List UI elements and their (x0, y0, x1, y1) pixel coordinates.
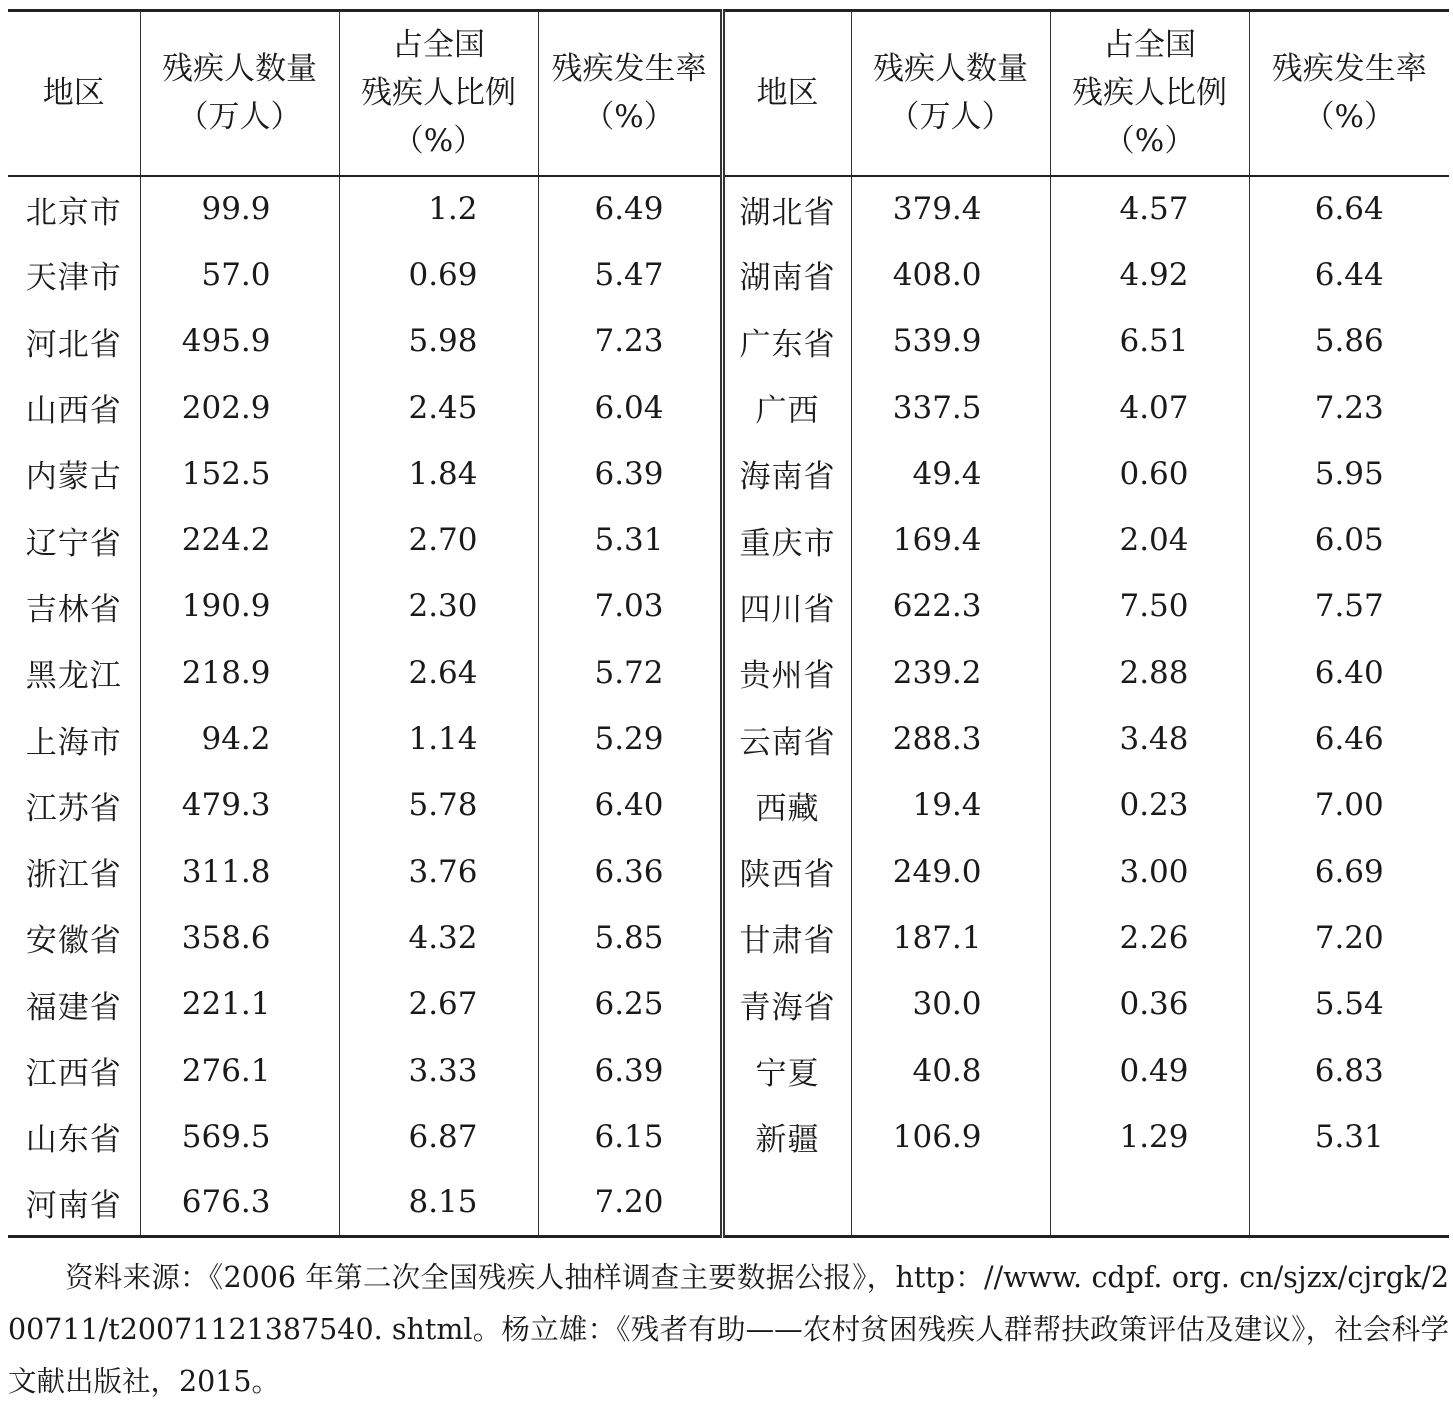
cell-region-right: 青海省 (722, 971, 851, 1037)
cell-region-right: 四川省 (722, 573, 851, 639)
cell-share-left: 2.70 (339, 507, 538, 573)
cell-count-right: 239.2 (851, 640, 1050, 706)
cell-share-right: 0.60 (1050, 441, 1249, 507)
table-row (8, 971, 1449, 1037)
cell-region-right: 宁夏 (722, 1037, 851, 1103)
cell-count-right: 49.4 (851, 441, 1050, 507)
cell-count-left: 190.9 (140, 573, 339, 639)
table-container (8, 9, 1449, 1238)
cell-region-left: 山西省 (8, 374, 140, 440)
table-row (8, 1104, 1449, 1170)
cell-rate-right: 7.23 (1314, 389, 1384, 426)
cell-rate-left: 7.03 (538, 573, 722, 639)
cell-share-left: 6.87 (339, 1104, 538, 1170)
table-row (8, 176, 1449, 242)
cell-count-right: 337.5 (851, 374, 1050, 440)
cell-count-left: 94.2 (140, 706, 339, 772)
cell-rate-right: 6.46 (1314, 721, 1384, 758)
cell-share-left: 1.2 (339, 176, 538, 242)
cell-count-left: 358.6 (140, 905, 339, 971)
cell-rate-left: 6.04 (538, 374, 722, 440)
cell-region-left: 河北省 (8, 308, 140, 374)
cell-share-right: 4.92 (1050, 242, 1249, 308)
cell-count-right: 288.3 (851, 706, 1050, 772)
cell-region-right: 广西 (722, 374, 851, 440)
cell-rate-left: 6.15 (538, 1104, 722, 1170)
cell-count-left: 99.9 (140, 176, 339, 242)
cell-count-left: 221.1 (140, 971, 339, 1037)
cell-region-right: 新疆 (722, 1104, 851, 1170)
cell-region-right: 贵州省 (722, 640, 851, 706)
cell-region-left: 安徽省 (8, 905, 140, 971)
table-row (8, 640, 1449, 706)
cell-rate-left: 6.39 (538, 1037, 722, 1103)
cell-region-left: 河南省 (8, 1170, 140, 1236)
cell-count-right: 40.8 (851, 1037, 1050, 1103)
cell-region-left: 黑龙江 (8, 640, 140, 706)
cell-share-right: 2.04 (1050, 507, 1249, 573)
cell-count-left: 311.8 (140, 838, 339, 904)
cell-rate-left: 6.25 (538, 971, 722, 1037)
cell-rate-right: 5.54 (1314, 986, 1384, 1023)
cell-share-left: 4.32 (339, 905, 538, 971)
header-row (8, 11, 1449, 176)
cell-rate-left: 5.85 (538, 905, 722, 971)
table-row (8, 573, 1449, 639)
cell-share-right (1050, 1170, 1249, 1236)
cell-region-left: 上海市 (8, 706, 140, 772)
cell-rate-right: 6.40 (1314, 654, 1384, 691)
cell-share-right: 7.50 (1050, 573, 1249, 639)
cell-rate-left: 7.20 (538, 1170, 722, 1236)
cell-count-left: 479.3 (140, 772, 339, 838)
cell-rate-left: 5.31 (538, 507, 722, 573)
cell-count-right: 169.4 (851, 507, 1050, 573)
cell-count-right: 622.3 (851, 573, 1050, 639)
header-share-left: 占全国 残疾人比例 （%） (339, 11, 538, 176)
header-count-left: 残疾人数量 （万人） (140, 11, 339, 176)
cell-share-left: 2.64 (339, 640, 538, 706)
table-row (8, 374, 1449, 440)
table-row (8, 905, 1449, 971)
cell-region-right (722, 1170, 851, 1236)
cell-share-right: 3.00 (1050, 838, 1249, 904)
cell-share-right: 4.07 (1050, 374, 1249, 440)
cell-count-left: 569.5 (140, 1104, 339, 1170)
cell-share-right: 0.36 (1050, 971, 1249, 1037)
cell-share-left: 2.30 (339, 573, 538, 639)
cell-count-left: 152.5 (140, 441, 339, 507)
cell-rate-right: 6.64 (1314, 191, 1384, 228)
cell-share-left: 5.78 (339, 772, 538, 838)
table-row (8, 242, 1449, 308)
table-row (8, 308, 1449, 374)
cell-region-left: 天津市 (8, 242, 140, 308)
cell-rate-left: 7.23 (538, 308, 722, 374)
cell-count-right: 379.4 (851, 176, 1050, 242)
cell-region-right: 湖南省 (722, 242, 851, 308)
cell-count-left: 57.0 (140, 242, 339, 308)
cell-region-right: 重庆市 (722, 507, 851, 573)
cell-rate-left: 6.49 (538, 176, 722, 242)
table-row (8, 1037, 1449, 1103)
cell-region-left: 北京市 (8, 176, 140, 242)
cell-region-right: 海南省 (722, 441, 851, 507)
cell-count-left: 495.9 (140, 308, 339, 374)
cell-region-left: 江西省 (8, 1037, 140, 1103)
cell-region-left: 福建省 (8, 971, 140, 1037)
cell-rate-left: 6.36 (538, 838, 722, 904)
cell-rate-right: 6.83 (1314, 1052, 1384, 1089)
cell-share-left: 5.98 (339, 308, 538, 374)
cell-share-left: 1.84 (339, 441, 538, 507)
cell-share-right: 3.48 (1050, 706, 1249, 772)
table-row (8, 441, 1449, 507)
cell-count-right (851, 1170, 1050, 1236)
cell-count-right: 539.9 (851, 308, 1050, 374)
cell-share-left: 0.69 (339, 242, 538, 308)
cell-rate-right (1249, 1170, 1449, 1236)
cell-region-left: 山东省 (8, 1104, 140, 1170)
cell-region-right: 西藏 (722, 772, 851, 838)
table-row (8, 1170, 1449, 1236)
header-share-right: 占全国 残疾人比例 （%） (1050, 11, 1249, 176)
cell-share-right: 2.88 (1050, 640, 1249, 706)
cell-share-left: 3.33 (339, 1037, 538, 1103)
cell-rate-right: 7.00 (1314, 787, 1384, 824)
cell-rate-left: 6.40 (538, 772, 722, 838)
cell-rate-left: 5.72 (538, 640, 722, 706)
cell-rate-left: 5.47 (538, 242, 722, 308)
disability-stats-table (8, 9, 1449, 1238)
cell-region-right: 云南省 (722, 706, 851, 772)
header-rate-left: 残疾发生率 （%） (538, 11, 722, 176)
cell-rate-right: 6.69 (1314, 853, 1384, 890)
cell-share-right: 2.26 (1050, 905, 1249, 971)
cell-share-left: 1.14 (339, 706, 538, 772)
cell-count-left: 676.3 (140, 1170, 339, 1236)
cell-count-left: 276.1 (140, 1037, 339, 1103)
cell-region-left: 内蒙古 (8, 441, 140, 507)
table-row (8, 772, 1449, 838)
cell-rate-right: 7.20 (1314, 919, 1384, 956)
cell-region-right: 广东省 (722, 308, 851, 374)
cell-region-right: 甘肃省 (722, 905, 851, 971)
table-row (8, 838, 1449, 904)
cell-count-left: 202.9 (140, 374, 339, 440)
cell-count-right: 249.0 (851, 838, 1050, 904)
cell-rate-right: 7.57 (1314, 588, 1384, 625)
cell-rate-right: 5.31 (1314, 1118, 1384, 1155)
cell-region-left: 吉林省 (8, 573, 140, 639)
header-region-right: 地区 (722, 11, 851, 176)
cell-share-left: 2.67 (339, 971, 538, 1037)
cell-rate-left: 6.39 (538, 441, 722, 507)
cell-count-right: 408.0 (851, 242, 1050, 308)
header-rate-right: 残疾发生率 （%） (1249, 11, 1449, 176)
cell-count-right: 19.4 (851, 772, 1050, 838)
cell-share-right: 0.49 (1050, 1037, 1249, 1103)
cell-rate-right: 6.44 (1314, 256, 1384, 293)
table-row (8, 507, 1449, 573)
cell-region-right: 陕西省 (722, 838, 851, 904)
cell-share-left: 3.76 (339, 838, 538, 904)
cell-rate-right: 6.05 (1314, 522, 1384, 559)
source-note: 资料来源：《2006 年第二次全国残疾人抽样调查主要数据公报》，http：//www. cdpf. org. cn/sjzx/cjrgk/200711/t20071121387540. shtml。杨立雄：《残者有助——农村贫困残疾人群帮扶政策评估及建议》，社会科学文献出版社，2015。 (8, 1261, 1449, 1398)
cell-share-right: 0.23 (1050, 772, 1249, 838)
table-row (8, 706, 1449, 772)
cell-count-right: 106.9 (851, 1104, 1050, 1170)
cell-share-right: 1.29 (1050, 1104, 1249, 1170)
cell-rate-left: 5.29 (538, 706, 722, 772)
cell-region-left: 江苏省 (8, 772, 140, 838)
cell-share-left: 2.45 (339, 374, 538, 440)
cell-region-left: 辽宁省 (8, 507, 140, 573)
header-region-left: 地区 (8, 11, 140, 176)
header-count-right: 残疾人数量 （万人） (851, 11, 1050, 176)
cell-count-right: 30.0 (851, 971, 1050, 1037)
cell-share-right: 4.57 (1050, 176, 1249, 242)
cell-region-left: 浙江省 (8, 838, 140, 904)
cell-share-left: 8.15 (339, 1170, 538, 1236)
cell-count-left: 224.2 (140, 507, 339, 573)
cell-rate-right: 5.86 (1314, 323, 1384, 360)
cell-rate-right: 5.95 (1314, 455, 1384, 492)
cell-count-left: 218.9 (140, 640, 339, 706)
cell-region-right: 湖北省 (722, 176, 851, 242)
cell-count-right: 187.1 (851, 905, 1050, 971)
cell-share-right: 6.51 (1050, 308, 1249, 374)
